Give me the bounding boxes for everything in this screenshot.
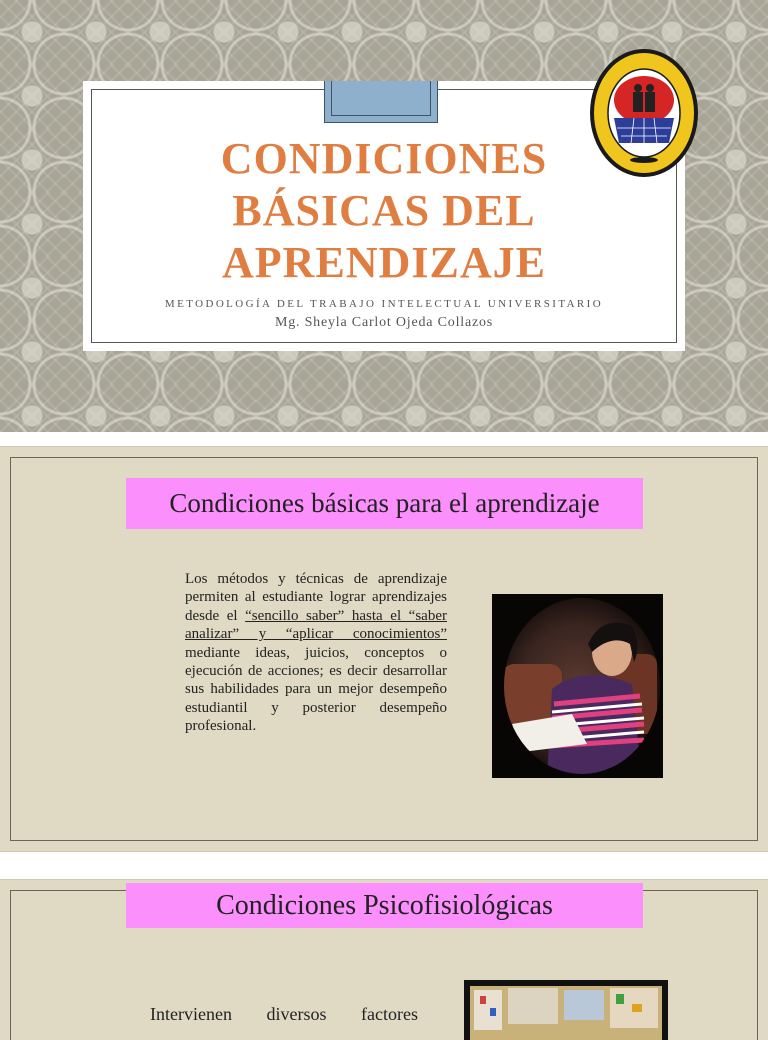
slide-heading: Condiciones básicas para el aprendizaje xyxy=(126,478,643,529)
title-line: CONDICIONES xyxy=(220,134,548,183)
course-subtitle: METODOLOGÍA DEL TRABAJO INTELECTUAL UNIVERSITARIO xyxy=(164,298,604,310)
student-reading-photo xyxy=(492,594,663,778)
university-seal-logo xyxy=(589,48,699,178)
title-slide xyxy=(0,0,768,432)
slide-body-text xyxy=(185,570,447,736)
slide-heading: Condiciones Psicofisiológicas xyxy=(126,883,643,928)
title-line: APRENDIZAJE xyxy=(222,238,546,287)
title-line: BÁSICAS DEL xyxy=(232,186,536,235)
content-slide-conditions xyxy=(0,447,768,851)
slide-body-text: Intervienen diversos factores xyxy=(150,1004,418,1024)
body-underlined-text: “sencillo saber” hasta el “saber analizar” y “aplicar conocimientos” xyxy=(185,607,447,643)
body-text-part: mediante ideas, juicios, conceptos o ejecución de acciones; es decir desarrollar sus habilidades para un mejor desempeño estudiantil y posterior desempeño profesional. xyxy=(185,644,447,735)
blue-tab-decoration xyxy=(324,81,438,123)
classroom-photo xyxy=(464,980,668,1040)
content-slide-psychophysiological xyxy=(0,880,768,1040)
body-text-part: Los métodos y técnicas de aprendizaje permiten al estudiante lograr aprendizajes desde el xyxy=(185,571,447,624)
author-name: Mg. Sheyla Carlot Ojeda Collazos xyxy=(274,315,494,330)
